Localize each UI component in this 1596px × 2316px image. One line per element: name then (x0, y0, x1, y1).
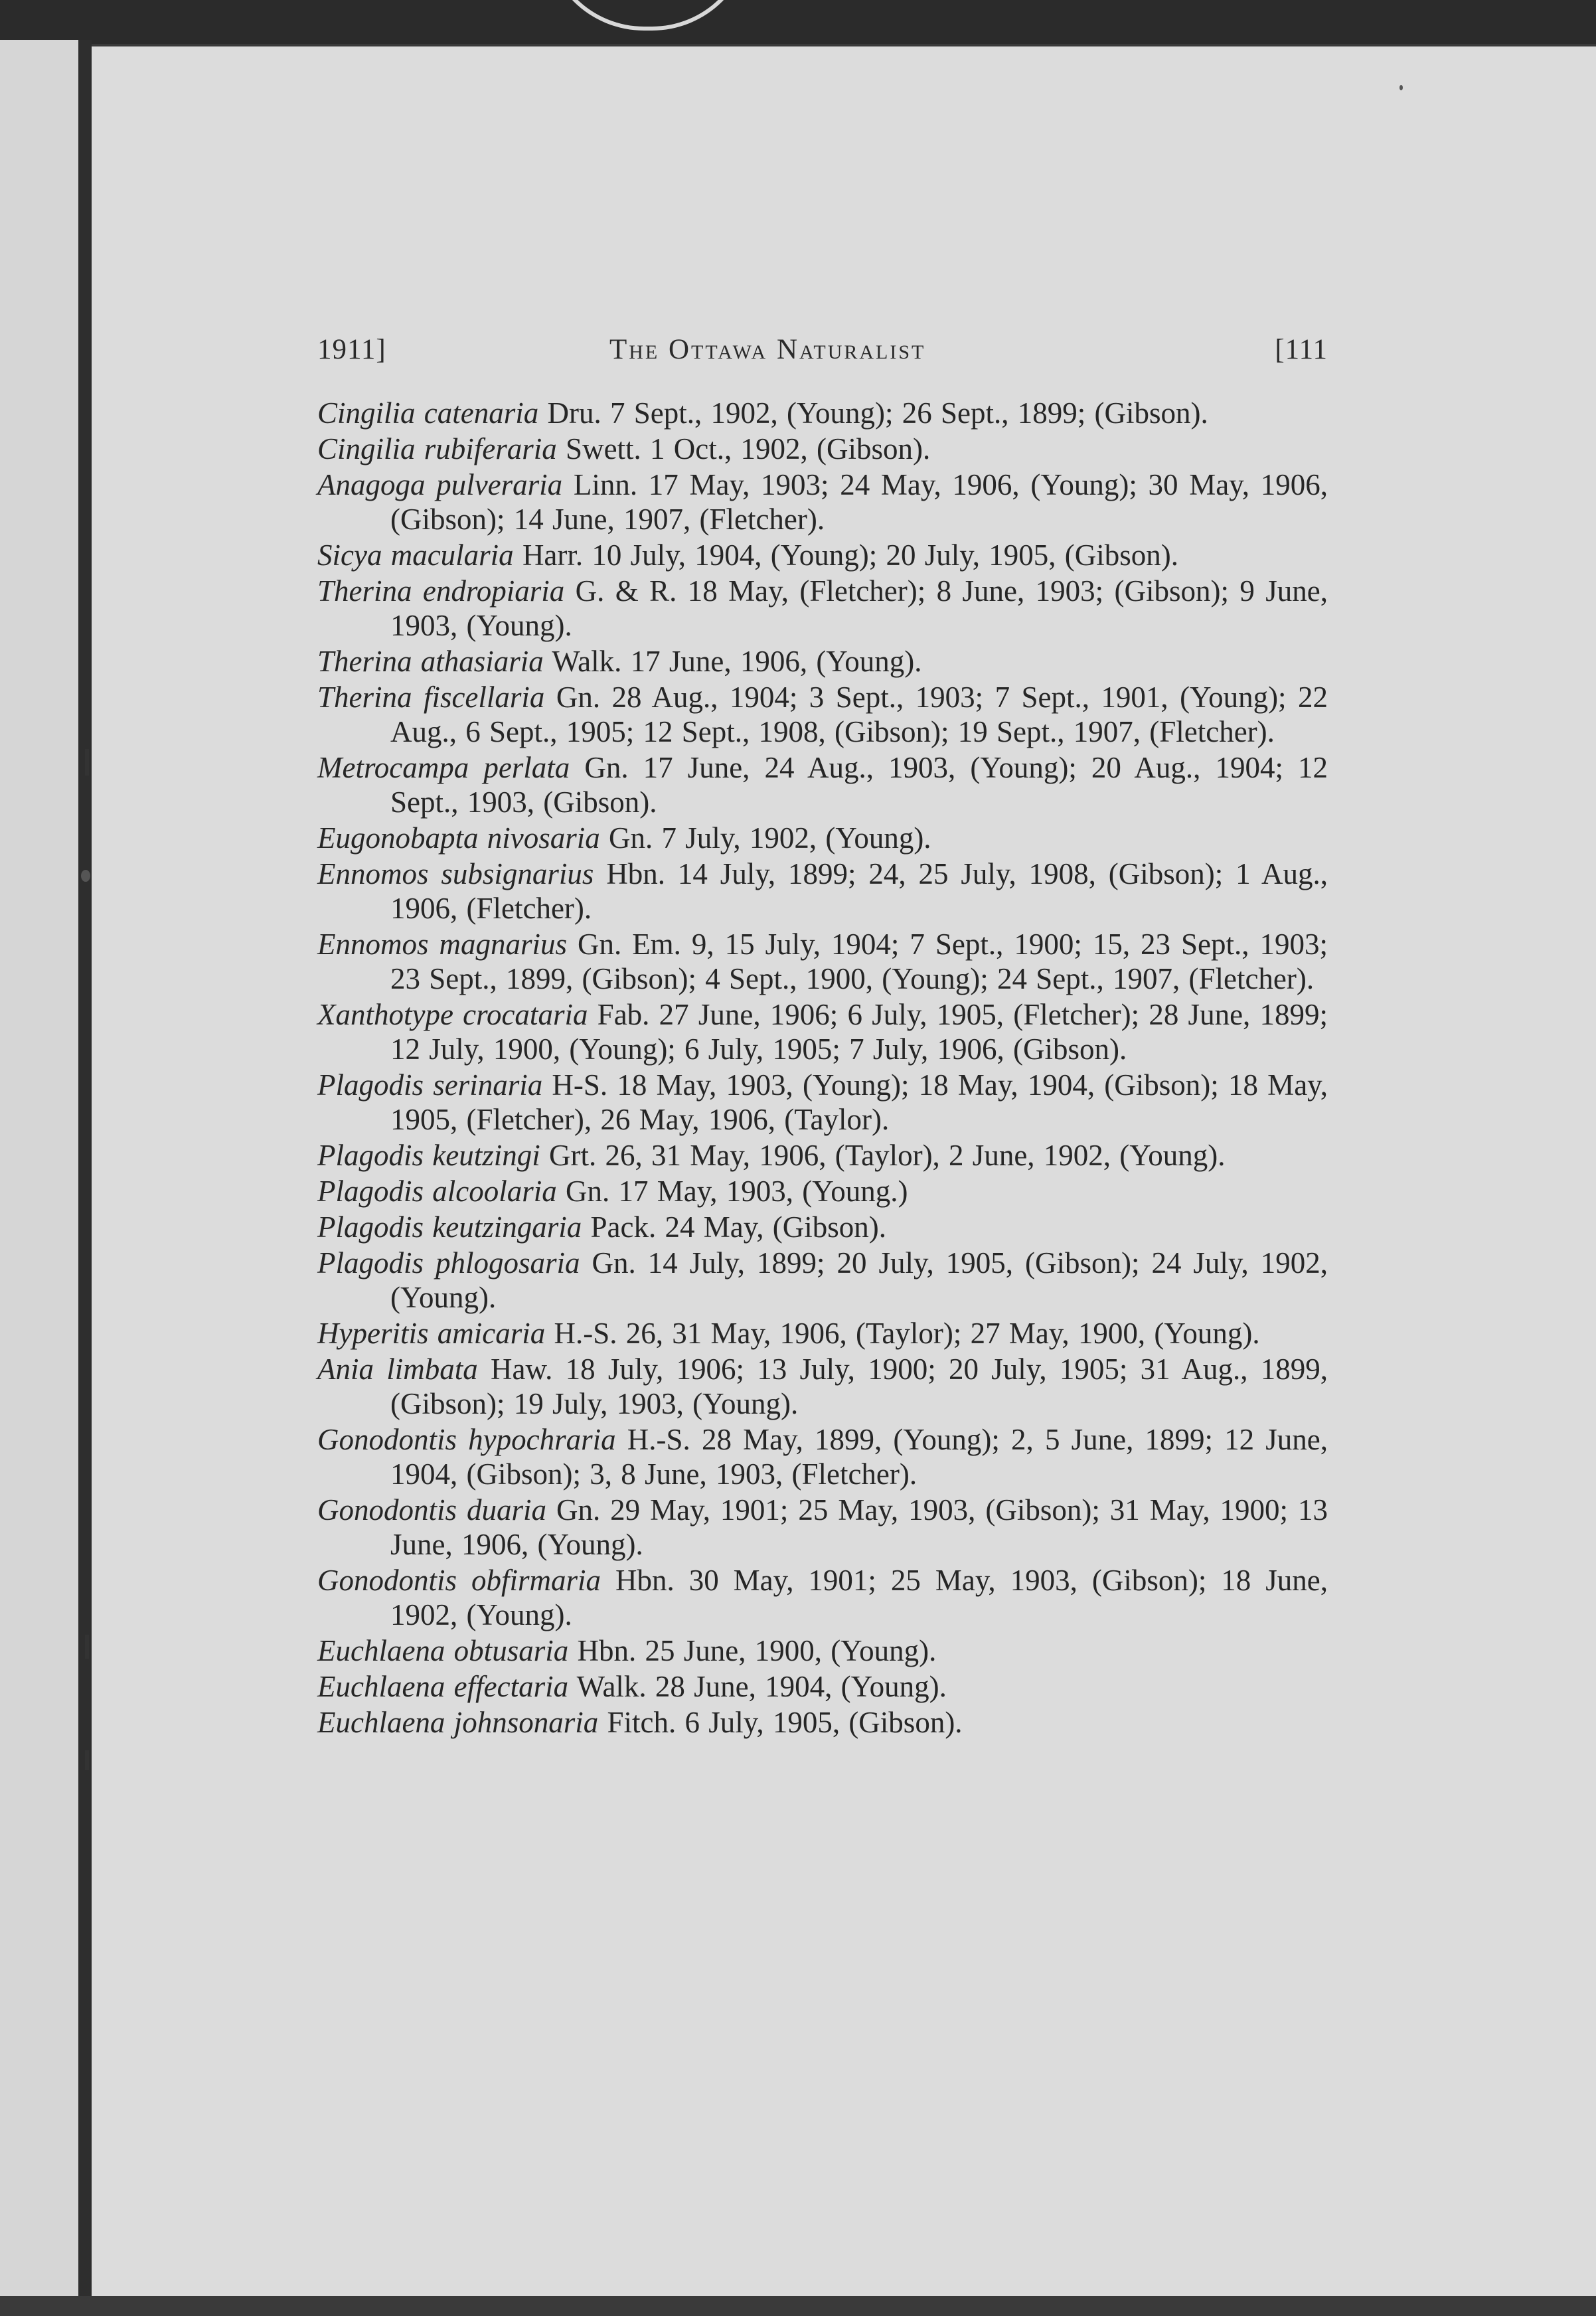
species-name: Gonodontis hypochraria (317, 1423, 616, 1456)
record-details: Fab. 27 June, 1906; 6 July, 1905, (Fletcher); 28 June, 1899; 12 July, 1900, (Young); 6 July, 1905; 7 July, 1906, (Gibson). (390, 998, 1328, 1066)
species-name: Plagodis phlogosaria (317, 1246, 580, 1280)
species-record (317, 1669, 1328, 1704)
species-record (317, 1352, 1328, 1421)
record-details: H.-S. 28 May, 1899, (Young); 2, 5 June, 1899; 12 June, 1904, (Gibson); 3, 8 June, 1903, (Fletcher). (390, 1423, 1328, 1491)
species-name: Hyperitis amicaria (317, 1317, 546, 1350)
species-name: Plagodis alcoolaria (317, 1175, 557, 1208)
record-details: Gn. 17 May, 1903, (Young.) (556, 1175, 908, 1208)
species-name: Cingilia rubiferaria (317, 432, 557, 465)
species-name: Cingilia catenaria (317, 396, 539, 430)
binding-mark (85, 1750, 89, 1770)
species-name: Euchlaena obtusaria (317, 1634, 569, 1667)
species-record (317, 1422, 1328, 1491)
species-name: Therina fiscellaria (317, 681, 545, 714)
species-name: Ennomos subsignarius (317, 857, 594, 890)
record-details: Gn. 28 Aug., 1904; 3 Sept., 1903; 7 Sept., 1901, (Young); 22 Aug., 6 Sept., 1905; 12 Sept., 1908, (Gibson); 19 Sept., 1907, (Fletcher). (390, 681, 1328, 748)
species-record (317, 680, 1328, 749)
species-name: Plagodis serinaria (317, 1068, 543, 1102)
species-name: Therina endropiaria (317, 574, 565, 608)
species-record (317, 1633, 1328, 1668)
species-record (317, 750, 1328, 819)
record-details: H-S. 18 May, 1903, (Young); 18 May, 1904, (Gibson); 18 May, 1905, (Fletcher), 26 May, 1906, (Taylor). (390, 1068, 1328, 1136)
species-name: Euchlaena johnsonaria (317, 1706, 599, 1739)
record-details: Hbn. 14 July, 1899; 24, 25 July, 1908, (Gibson); 1 Aug., 1906, (Fletcher). (390, 857, 1328, 925)
species-name: Plagodis keutzingi (317, 1139, 540, 1172)
journal-title: The Ottawa Naturalist (609, 334, 926, 365)
species-name: Sicya macularia (317, 538, 514, 572)
species-record (317, 432, 1328, 466)
record-details: Swett. 1 Oct., 1902, (Gibson). (556, 432, 931, 465)
species-record (317, 467, 1328, 537)
binding-mark (85, 1635, 89, 1659)
species-record (317, 1246, 1328, 1315)
species-name: Gonodontis duaria (317, 1493, 546, 1527)
record-details: Harr. 10 July, 1904, (Young); 20 July, 1905, (Gibson). (513, 538, 1179, 572)
facing-page-strip (0, 40, 78, 2305)
species-record (317, 1210, 1328, 1244)
species-name: Xanthotype crocataria (317, 998, 588, 1031)
record-details: Gn. 29 May, 1901; 25 May, 1903, (Gibson); 31 May, 1900; 13 June, 1906, (Young). (390, 1493, 1328, 1561)
record-details: Hbn. 25 June, 1900, (Young). (568, 1634, 937, 1667)
species-name: Euchlaena effectaria (317, 1670, 569, 1703)
record-details: Linn. 17 May, 1903; 24 May, 1906, (Young); 30 May, 1906, (Gibson); 14 June, 1907, (Fletcher). (390, 468, 1328, 536)
record-details: Hbn. 30 May, 1901; 25 May, 1903, (Gibson); 18 June, 1902, (Young). (390, 1564, 1328, 1631)
species-name: Ennomos magnarius (317, 928, 567, 961)
species-name: Plagodis keutzingaria (317, 1210, 582, 1244)
species-record (317, 1174, 1328, 1208)
species-name: Therina athasiaria (317, 645, 544, 678)
running-header (317, 333, 1328, 373)
species-record (317, 997, 1328, 1066)
species-record (317, 644, 1328, 679)
record-details: Walk. 28 June, 1904, (Young). (568, 1670, 947, 1703)
species-record (317, 927, 1328, 996)
species-name: Gonodontis obfirmaria (317, 1564, 601, 1597)
species-record (317, 1316, 1328, 1351)
record-details: Gn. Em. 9, 15 July, 1904; 7 Sept., 1900; 15, 23 Sept., 1903; 23 Sept., 1899, (Gibson); 4 Sept., 1900, (Young); 24 Sept., 1907, (Fletcher). (390, 928, 1328, 995)
record-details: Haw. 18 July, 1906; 13 July, 1900; 20 July, 1905; 31 Aug., 1899, (Gibson); 19 July, 1903, (Young). (390, 1353, 1328, 1420)
scan-speck (81, 870, 90, 882)
record-details: G. & R. 18 May, (Fletcher); 8 June, 1903; (Gibson); 9 June, 1903, (Young). (390, 574, 1328, 642)
scan-speck (1399, 85, 1403, 90)
record-details: Gn. 7 July, 1902, (Young). (599, 821, 931, 855)
page-number: [111 (1275, 334, 1328, 365)
record-details: Fitch. 6 July, 1905, (Gibson). (598, 1706, 963, 1739)
species-record (317, 574, 1328, 643)
header-year: 1911] (317, 334, 386, 365)
species-record (317, 1068, 1328, 1137)
species-record (317, 1138, 1328, 1173)
species-record (317, 1493, 1328, 1562)
record-details: H.-S. 26, 31 May, 1906, (Taylor); 27 May, 1900, (Young). (545, 1317, 1260, 1350)
species-record (317, 857, 1328, 926)
record-details: Gn. 14 July, 1899; 20 July, 1905, (Gibson); 24 July, 1902, (Young). (390, 1246, 1328, 1314)
scan-top-border (0, 0, 1596, 44)
record-details: Gn. 17 June, 24 Aug., 1903, (Young); 20 Aug., 1904; 12 Sept., 1903, (Gibson). (390, 751, 1328, 819)
species-name: Ania limbata (317, 1353, 478, 1386)
record-details: Dru. 7 Sept., 1902, (Young); 26 Sept., 1899; (Gibson). (538, 396, 1208, 430)
species-name: Metrocampa perlata (317, 751, 570, 784)
record-details: Grt. 26, 31 May, 1906, (Taylor), 2 June, 1902, (Young). (540, 1139, 1226, 1172)
scan-bottom-border (0, 2296, 1596, 2316)
species-record (317, 538, 1328, 572)
record-details: Walk. 17 June, 1906, (Young). (543, 645, 922, 678)
page-gutter-edge (78, 40, 92, 2305)
species-record (317, 1563, 1328, 1632)
species-record (317, 821, 1328, 855)
binding-mark (85, 749, 89, 776)
record-details: Pack. 24 May, (Gibson). (582, 1210, 887, 1244)
species-record (317, 1705, 1328, 1740)
species-record (317, 396, 1328, 430)
species-record-list (317, 396, 1328, 1741)
species-name: Anagoga pulveraria (317, 468, 563, 501)
species-name: Eugonobapta nivosaria (317, 821, 600, 855)
